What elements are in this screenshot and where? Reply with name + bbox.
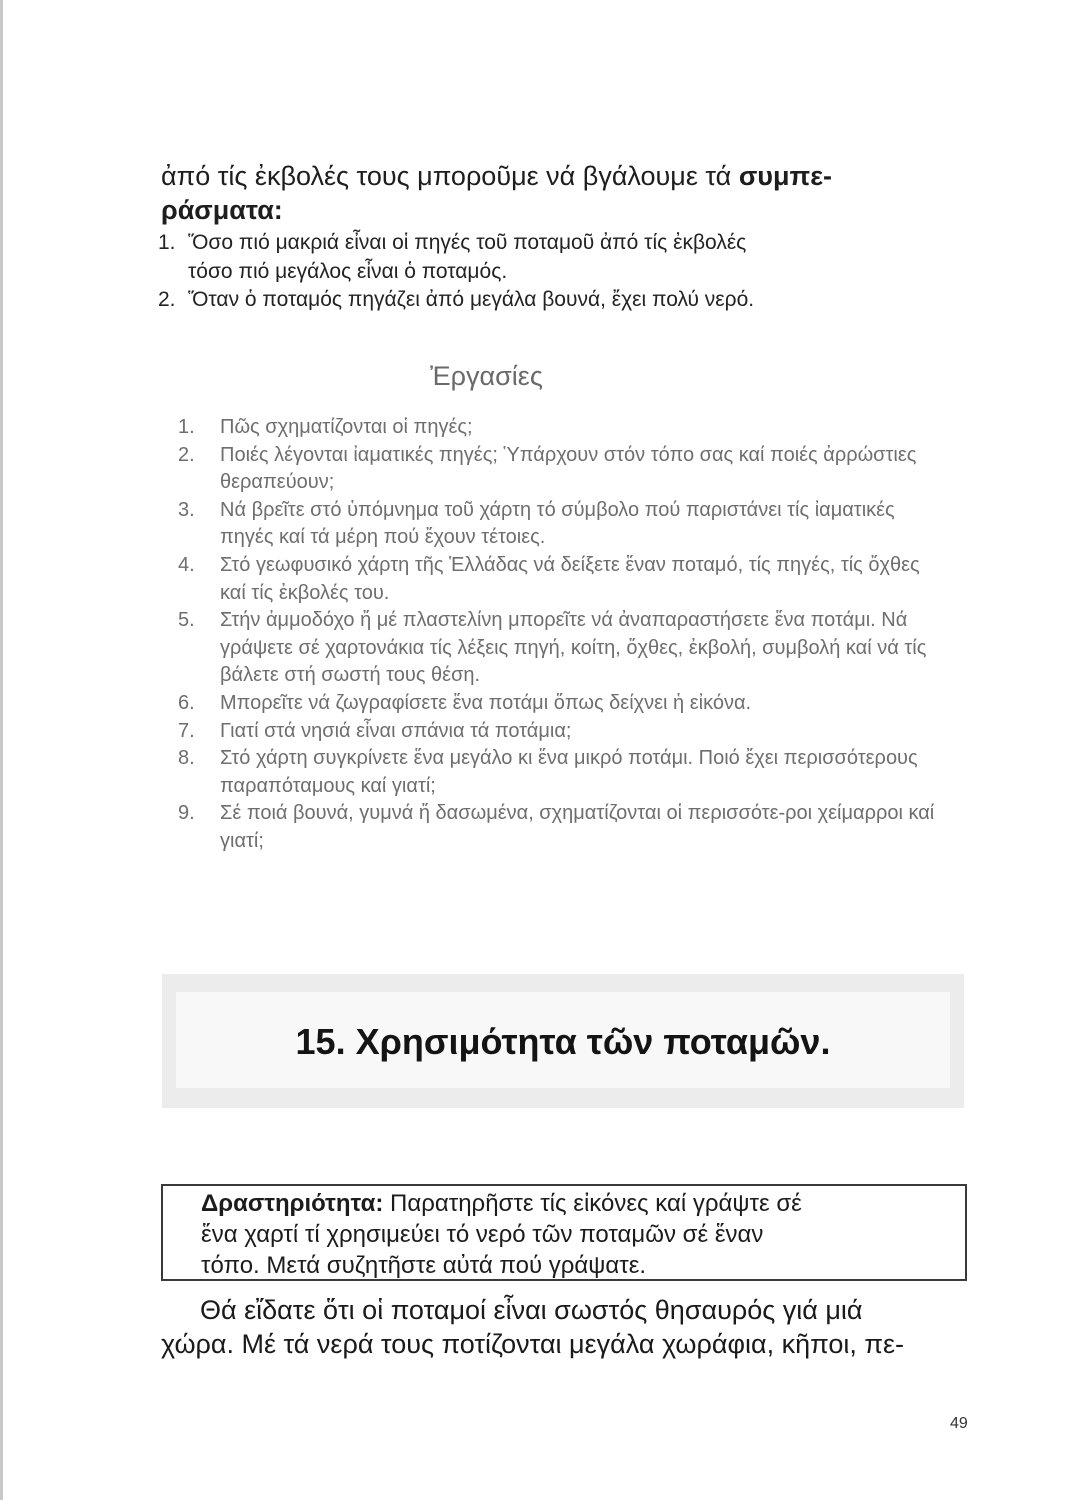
intro-bold-1: συμπε-: [738, 161, 832, 191]
exercise-item: [178, 690, 948, 718]
exercise-item: [178, 800, 948, 855]
exercise-text: Σέ ποιά βουνά, γυμνά ἤ δασωμένα, σχηματίζονται οἱ περισσότε-ροι χείμαρροι καί γιατί;: [220, 802, 935, 852]
activity-line-1: [201, 1188, 951, 1219]
activity-label: Δραστηριότητα:: [201, 1190, 384, 1217]
activity-box: [161, 1184, 967, 1281]
exercise-number: 9.: [178, 802, 195, 825]
exercise-text: Στήν ἀμμοδόχο ἤ μέ πλαστελίνη μπορεῖτε νά ἀναπαραστήσετε ἕνα ποτάμι. Νά γράψετε σέ χαρτονάκια τίς λέξεις πηγή, κοίτη, ὄχθες, ἐκβολή, συμβολή καί νά τίς βάλετε στή σωστή τους θέση.: [220, 609, 927, 687]
activity-line-3: τόπο. Μετά συζητῆστε αὐτά πού γράψατε.: [201, 1252, 647, 1279]
exercise-text: Στό χάρτη συγκρίνετε ἕνα μεγάλο κι ἕνα μικρό ποτάμι. Ποιό ἔχει περισσότερους παραπόταμους καί γιατί;: [220, 747, 918, 797]
body-line-2: χώρα. Μέ τά νερά τους ποτίζονται μεγάλα χωράφια, κῆποι, πε-: [161, 1329, 905, 1359]
exercise-text: Μπορεῖτε νά ζωγραφίσετε ἕνα ποτάμι ὅπως δείχνει ἡ εἰκόνα.: [220, 691, 752, 714]
exercises-heading: Ἐργασίες: [430, 361, 543, 391]
activity-text: [201, 1188, 951, 1281]
exercise-item: [178, 718, 948, 746]
conclusion-line: τόσο πιό μεγάλος εἶναι ὁ ποταμός.: [188, 260, 508, 283]
exercise-item: [178, 414, 948, 442]
scan-edge: [0, 0, 3, 1500]
chapter-title: 15. Χρησιμότητα τῶν ποταμῶν.: [295, 1021, 831, 1062]
conclusion-number: 1.: [158, 231, 176, 254]
exercise-text: Ποιές λέγονται ἰαματικές πηγές; Ὑπάρχουν στόν τόπο σας καί ποιές ἀρρώστιες θεραπεύουν;: [220, 443, 917, 494]
exercise-item: [178, 745, 948, 800]
chapter-title-panel: [176, 992, 950, 1088]
exercise-item: [178, 607, 948, 690]
activity-line-1-text: Παρατηρῆστε τίς εἰκόνες καί γράψτε σέ: [383, 1190, 802, 1217]
exercise-item: [178, 497, 948, 552]
chapter-title-box: [162, 974, 964, 1108]
intro-bold-2: ράσματα:: [161, 195, 283, 225]
exercise-number: 1.: [178, 416, 195, 438]
conclusion-number: 2.: [158, 288, 176, 311]
exercises-list: [178, 414, 948, 856]
exercise-number: 7.: [178, 719, 195, 742]
exercise-text: Πῶς σχηματίζονται οἱ πηγές;: [220, 416, 473, 438]
exercise-number: 3.: [178, 498, 195, 521]
exercise-number: 2.: [178, 443, 195, 466]
exercise-text: Νά βρεῖτε στό ὑπόμνημα τοῦ χάρτη τό σύμβολο πού παριστάνει τίς ἰαματικές πηγές καί τά μέρη πού ἔχουν τέτοιες.: [220, 498, 895, 549]
exercise-number: 4.: [178, 553, 195, 576]
page-number: 49: [950, 1415, 968, 1432]
intro-line-2: [161, 192, 971, 228]
exercise-item: [178, 552, 948, 607]
intro-line-1: [161, 158, 971, 194]
exercise-number: 5.: [178, 609, 195, 632]
body-line-1: Θά εἴδατε ὅτι οἱ ποταμοί εἶναι σωστός θησαυρός γιά μιά: [200, 1295, 863, 1325]
exercise-text: Γιατί στά νησιά εἶναι σπάνια τά ποτάμια;: [220, 719, 572, 742]
exercise-item: [178, 442, 948, 497]
exercise-number: 8.: [178, 747, 195, 770]
activity-line-2: ἕνα χαρτί τί χρησιμεύει τό νερό τῶν ποταμῶν σέ ἕναν: [201, 1221, 764, 1248]
conclusion-line: Ὅσο πιό μακριά εἶναι οἱ πηγές τοῦ ποταμοῦ ἀπό τίς ἐκβολές: [188, 231, 747, 254]
exercise-text: Στό γεωφυσικό χάρτη τῆς Ἑλλάδας νά δείξετε ἕναν ποταμό, τίς πηγές, τίς ὄχθες καί τίς ἐκβολές του.: [220, 553, 920, 604]
intro-text: ἀπό τίς ἐκβολές τους μποροῦμε νά βγάλουμε τά: [161, 161, 739, 191]
conclusion-line: Ὅταν ὁ ποταμός πηγάζει ἀπό μεγάλα βουνά, ἔχει πολύ νερό.: [188, 288, 755, 311]
exercise-number: 6.: [178, 691, 195, 714]
